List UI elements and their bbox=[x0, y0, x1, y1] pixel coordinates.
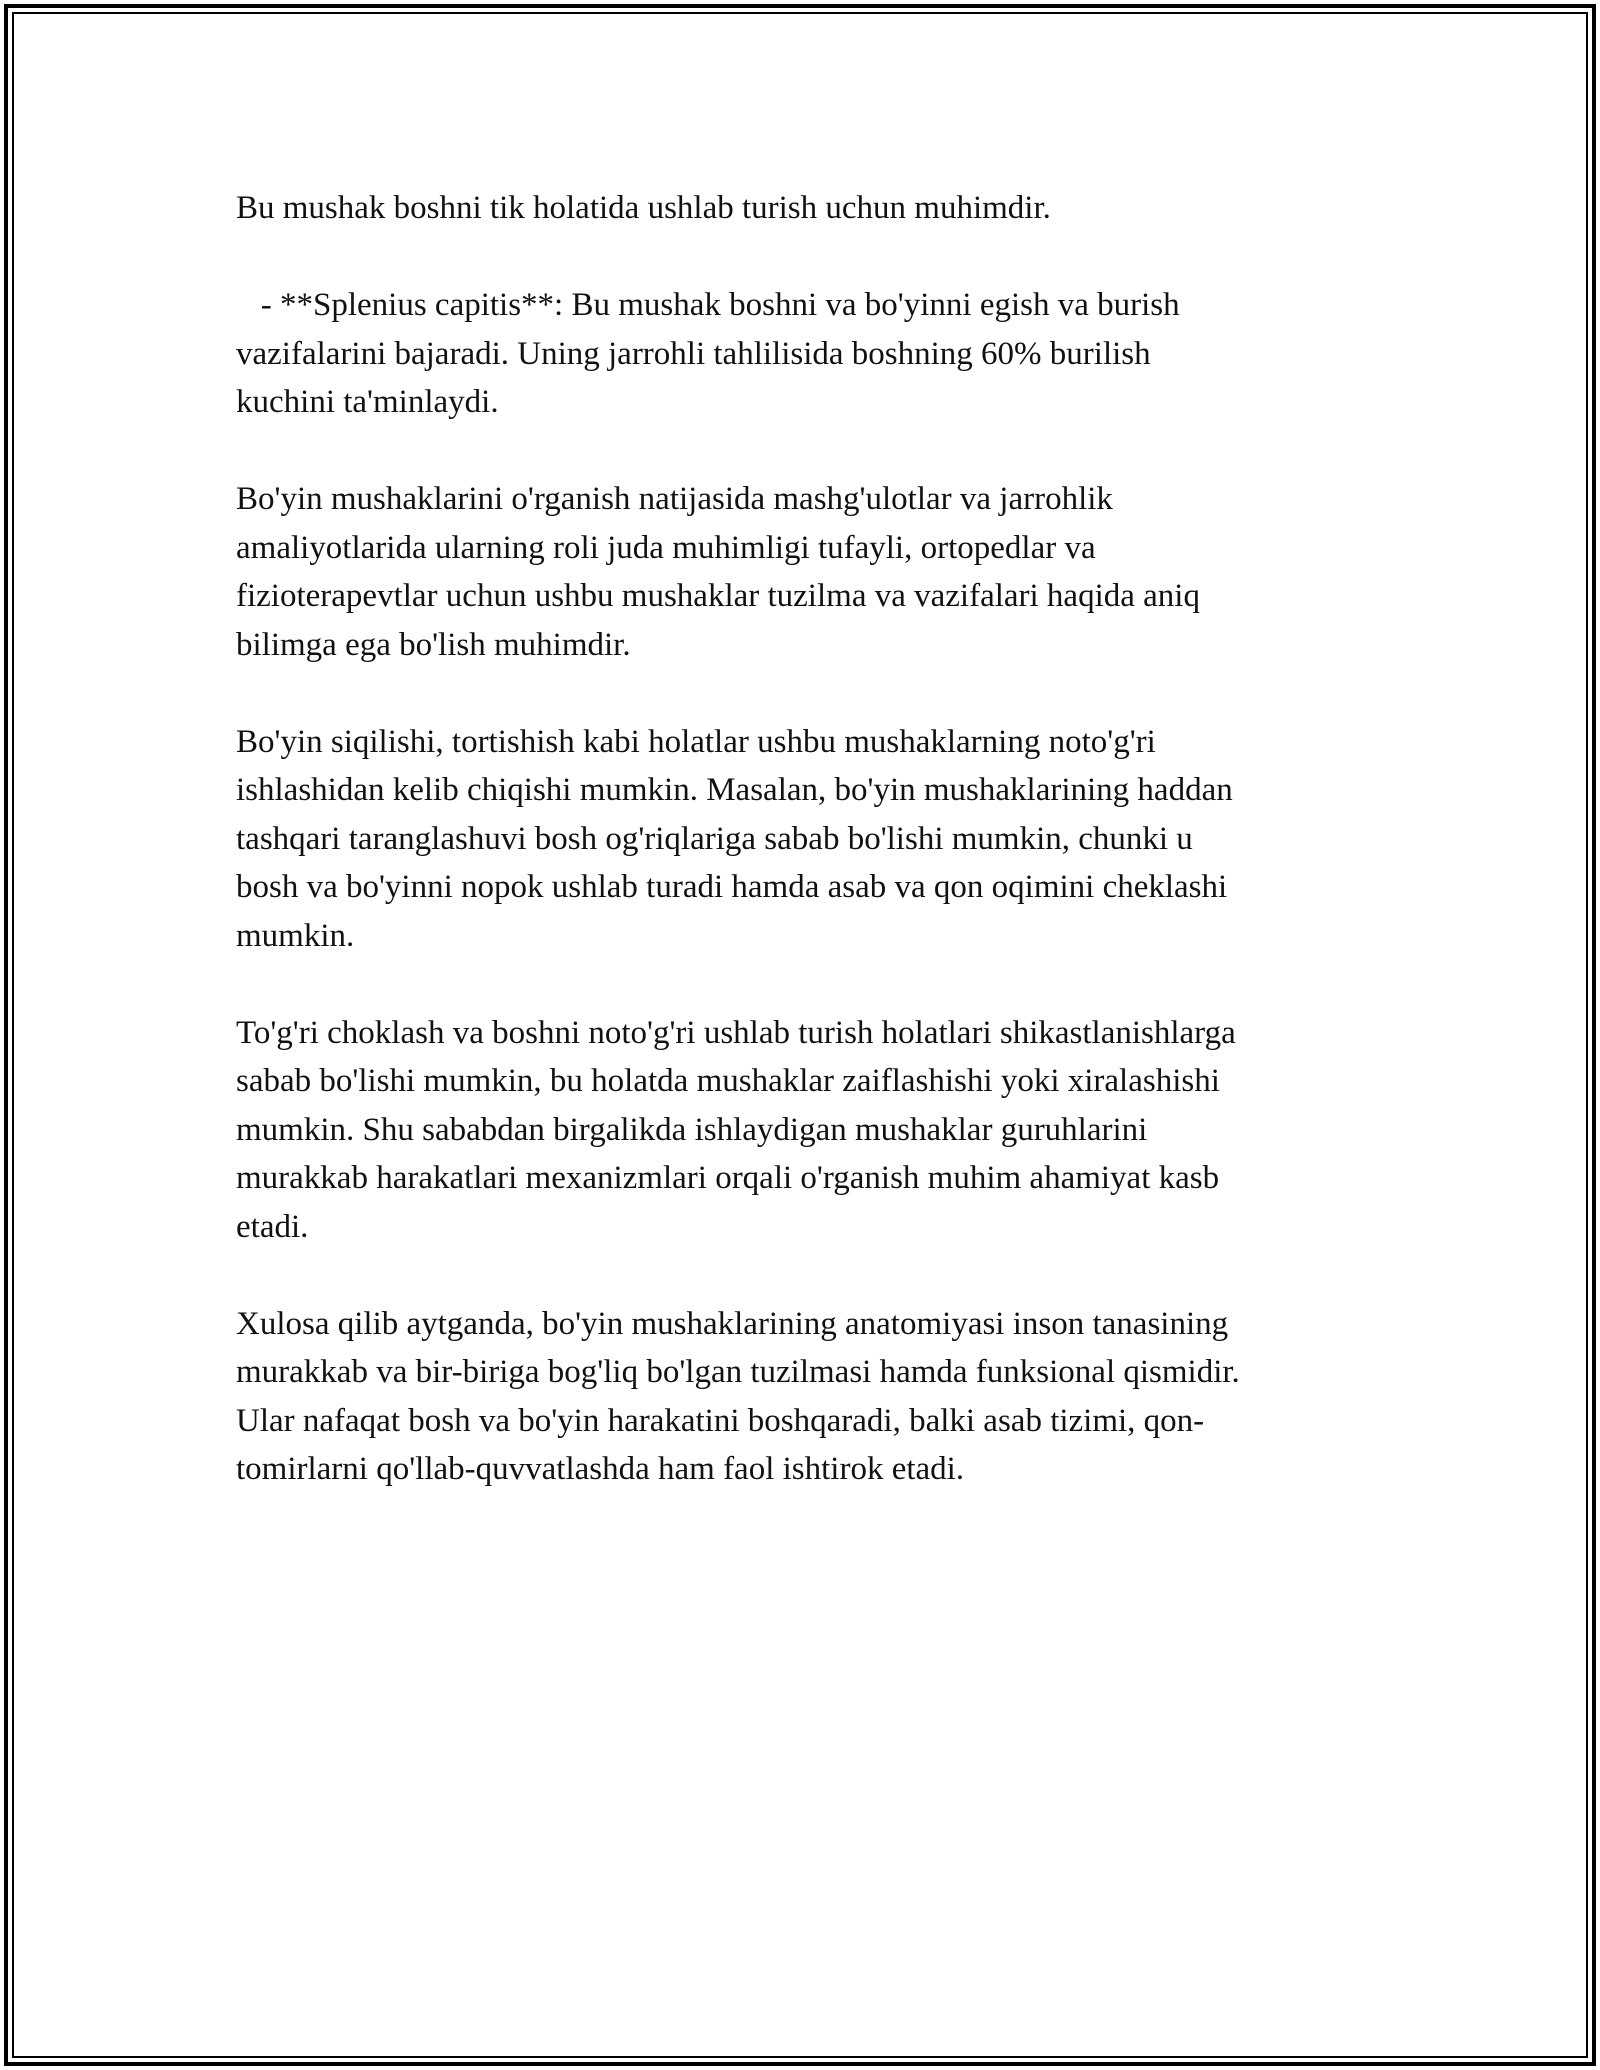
paragraph-conclusion: Xulosa qilib aytganda, bo'yin mushaklarining anatomiyasi inson tanasining murakkab va bir-biriga bog'liq bo'lgan tuzilmasi hamda funksional qismidir. Ular nafaqat bosh va bo'yin harakatini boshqaradi, balki asab tizimi, qon- tomirlarni qo'llab-quvvatlashda ham faol ishtirok etadi. bbox=[236, 1305, 1240, 1487]
paragraph-4: Bo'yin siqilishi, tortishish kabi holatlar ushbu mushaklarning noto'g'ri ishlashidan kelib chiqishi mumkin. Masalan, bo'yin mushaklarining haddan tashqari taranglashuvi bosh og'riqlariga sabab bo'lishi mumkin, chunki u bosh va bo'yinni nopok ushlab turadi hamda asab va qon oqimini cheklashi mumkin. bbox=[236, 723, 1233, 954]
document-body bbox=[236, 184, 1366, 1542]
paragraph-3: Bo'yin mushaklarini o'rganish natijasida mashg'ulotlar va jarrohlik amaliyotlarida ularning roli juda muhimligi tufayli, ortopedlar va fizioterapevtlar uchun ushbu mushaklar tuzilma va vazifalari haqida aniq bilimga ega bo'lish muhimdir. bbox=[236, 481, 1200, 663]
paragraph-5: To'g'ri choklash va boshni noto'g'ri ushlab turish holatlari shikastlanishlarga sabab bo'lishi mumkin, bu holatda mushaklar zaiflashishi yoki xiralashishi mumkin. Shu sababdan birgalikda ishlaydigan mushaklar guruhlarini murakkab harakatlari mexanizmlari orqali o'rganish muhim ahamiyat kasb etadi. bbox=[236, 1014, 1236, 1245]
paragraph-splenius-capitis: - **Splenius capitis**: Bu mushak boshni va bo'yinni egish va burish vazifalarini bajaradi. Uning jarrohli tahlilisida boshning 60% burilish kuchini ta'minlaydi. bbox=[236, 287, 1180, 420]
paragraph-1: Bu mushak boshni tik holatida ushlab turish uchun muhimdir. bbox=[236, 190, 1051, 226]
